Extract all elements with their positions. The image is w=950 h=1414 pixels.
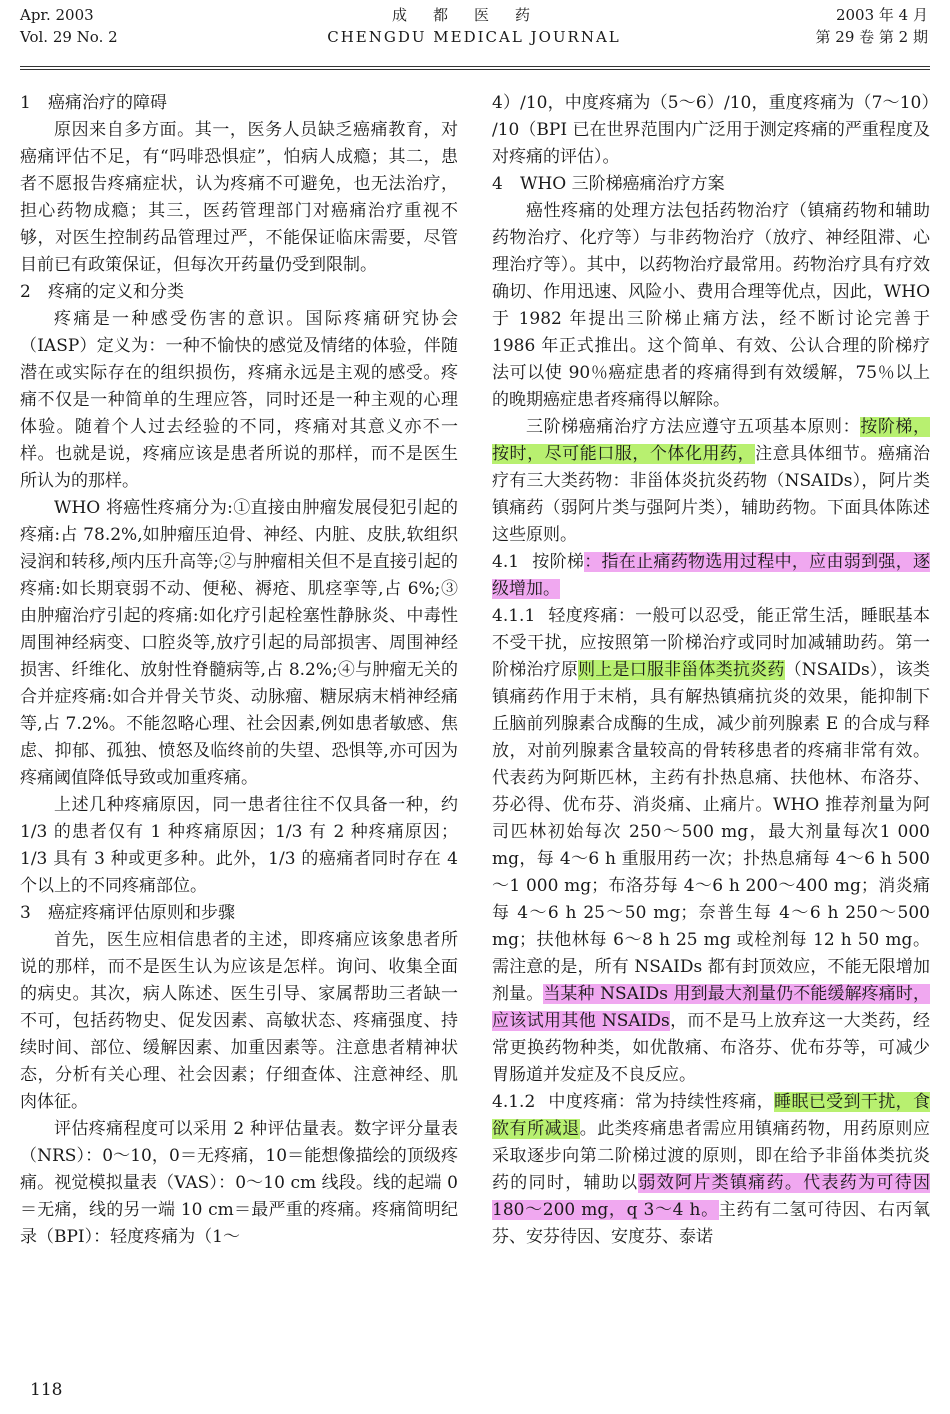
section-heading-1: 1 癌痛治疗的障碍: [20, 93, 167, 113]
highlight-green: 睡眠已受到干扰，食欲有所减退: [492, 1092, 931, 1139]
journal-title-en: CHENGDU MEDICAL JOURNAL: [327, 28, 621, 46]
paragraph: 疼痛是一种感受伤害的意识。国际疼痛研究协会（IASP）定义为：一种不愉快的感觉及情绪的体验，伴随潜在或实际存在的组织损伤，疼痛永远是主观的感受。疼痛不仅是一种简单的生理应答，同时还是一种主观的心理体验。随着个人过去经验的不同，疼痛对其意义亦不一样。也就是说，疼痛应该是患者所说的那样，而不是医生所认为的那样。: [20, 309, 458, 491]
paragraph: 评估疼痛程度可以采用 2 种评估量表。数字评分量表（NRS）：0～10，0＝无疼痛，10＝能想像描绘的顶级疼痛。视觉模拟量表（VAS）：0～10 cm 线段。线的起端 0＝无痛，线的另一端 10 cm＝最严重的疼痛。疼痛简明纪录（BPI）：轻度疼痛为（1～: [20, 1119, 458, 1247]
paragraph: 首先，医生应相信患者的主述，即疼痛应该象患者所说的那样，而不是医生认为应该是怎样。询问、收集全面的病史。其次，病人陈述、医生引导、家属帮助三者缺一不可，包括药物史、促发因素、高敏状态、疼痛强度、持续时间、部位、缓解因素、加重因素等。注意患者精神状态，分析有关心理、社会因素；仔细查体、注意神经、肌肉体征。: [20, 930, 458, 1112]
section-4-1-2: 4.1.2 中度疼痛：常为持续性疼痛，睡眠已受到干扰，食欲有所减退。此类疼痛患者需应用镇痛药物，用药原则应采取逐步向第二阶梯过渡的原则，即在给予非甾体类抗炎药的同时，辅助以弱效阿片类镇痛药。代表药为可待因 180～200 mg，q 3～4 h。主药有二氢可待因、右丙氧芬、安芬待因、安度芬、泰诺: [492, 1092, 931, 1247]
page-number: 118: [30, 1380, 63, 1400]
header-date-cn: 2003 年 4 月: [835, 6, 928, 24]
section-heading-2: 2 疼痛的定义和分类: [20, 282, 184, 302]
paragraph-principles: 三阶梯癌痛治疗方法应遵守五项基本原则：按阶梯，按时，尽可能口服，个体化用药，注意具体细节。癌痛治疗有三大类药物：非甾体炎抗炎药物（NSAIDs），阿片类镇痛药（弱阿片类与强阿片类），辅助药物。下面具体陈述这些原则。: [492, 417, 931, 545]
header-date-en: Apr. 2003: [20, 6, 94, 24]
paragraph: 原因来自多方面。其一，医务人员缺乏癌痛教育，对癌痛评估不足，有“吗啡恐惧症”，怕病人成瘾；其二，患者不愿报告疼痛症状，认为疼痛不可避免，也无法治疗，担心药物成瘾；其三，医药管理部门对癌痛治疗重视不够，对医生控制药品管理过严，不能保证临床需要，尽管目前已有政策保证，但每次开药量仍受到限制。: [20, 120, 458, 275]
left-column: [20, 90, 458, 1251]
highlight-pink: 弱效阿片类镇痛药。代表药为可待因 180～200 mg，q 3～4 h。: [492, 1173, 931, 1220]
header-volume-en: Vol. 29 No. 2: [20, 28, 118, 46]
paragraph-continued: 4）∕10，中度疼痛为（5～6）∕10，重度疼痛为（7～10）∕10（BPI 已在世界范围内广泛用于测定疼痛的严重程度及对疼痛的评估）。: [492, 93, 930, 167]
highlight-pink: ：指在止痛药物选用过程中，应由弱到强，逐级增加。: [492, 552, 931, 599]
right-column: [492, 90, 930, 1251]
header-rule-bottom: [20, 69, 930, 70]
section-4-1-1: 4.1.1 轻度疼痛：一般可以忍受，能正常生活，睡眠基本不受干扰，应按照第一阶梯治疗或同时加减辅助药。第一阶梯治疗原则上是口服非甾体类抗炎药（NSAIDs），该类镇痛药作用于末梢，具有解热镇痛抗炎的效果，能抑制下丘脑前列腺素合成酶的生成，减少前列腺素 E 的合成与释放，对前列腺素含量较高的骨转移患者的疼痛非常有效。代表药为阿斯匹林，主药有扑热息痛、扶他林、布洛芬、芬必得、优布芬、消炎痛、止痛片。WHO 推荐剂量为阿司匹林初始每次 250～500 mg，最大剂量每次1 000 mg，每 4～6 h 重服用药一次；扑热息痛每 4～6 h 500～1 000 mg；布洛芬每 4～6 h 200～400 mg；消炎痛每 4～6 h 25～50 mg；奈普生每 4～6 h 250～500 mg；扶他林每 6～8 h 25 mg 或栓剂每 12 h 50 mg。需注意的是，所有 NSAIDs 都有封顶效应，不能无限增加剂量。当某种 NSAIDs 用到最大剂量仍不能缓解疼痛时，应该试用其他 NSAIDs，而不是马上放弃这一大类药，经常更换药物种类，如优散痛、布洛芬、优布芬等，可减少胃肠道并发症及不良反应。: [492, 606, 931, 1085]
highlight-green: 则上是口服非甾体类抗炎药: [578, 660, 785, 680]
paragraph: 癌性疼痛的处理方法包括药物治疗（镇痛药物和辅助药物治疗、化疗等）与非药物治疗（放疗、神经阻滞、心理治疗等）。其中，以药物治疗最常用。药物治疗具有疗效确切、作用迅速、风险小、费用合理等优点，因此，WHO 于 1982 年提出三阶梯止痛方法，经不断讨论完善于 1986 年正式推出。这个简单、有效、公认合理的阶梯疗法可以使 90％癌症患者的疼痛得到有效缓解，75％以上的晚期癌症患者疼痛得以解除。: [492, 201, 930, 410]
header-rule-top: [20, 66, 930, 67]
section-heading-4: 4 WHO 三阶梯癌痛治疗方案: [492, 174, 725, 194]
header-volume-cn: 第 29 卷 第 2 期: [815, 28, 928, 46]
highlight-green: 按阶梯，按时，尽可能口服，个体化用药，: [492, 417, 931, 464]
paragraph: 上述几种疼痛原因，同一患者往往不仅具备一种，约 1/3 的患者仅有 1 种疼痛原因；1/3 有 2 种疼痛原因；1/3 具有 3 种或更多种。此外，1/3 的癌痛者同时存在 4 个以上的不同疼痛部位。: [20, 795, 458, 896]
section-heading-4-1: 4.1 按阶梯：指在止痛药物选用过程中，应由弱到强，逐级增加。: [492, 552, 931, 599]
highlight-pink: 当某种 NSAIDs 用到最大剂量仍不能缓解疼痛时，应该试用其他 NSAIDs: [492, 984, 930, 1031]
journal-title-cn: 成都医药: [391, 6, 556, 24]
section-heading-3: 3 癌症疼痛评估原则和步骤: [20, 903, 235, 923]
paragraph: WHO 将癌性疼痛分为:①直接由肿瘤发展侵犯引起的疼痛:占 78.2%,如肿瘤压迫骨、神经、内脏、皮肤,软组织浸润和转移,颅内压升高等;②与肿瘤相关但不是直接引起的疼痛:如长期衰弱不动、便秘、褥疮、肌痉挛等,占 6%;③由肿瘤治疗引起的疼痛:如化疗引起栓塞性静脉炎、中毒性周围神经病变、口腔炎等,放疗引起的局部损害、周围神经损害、纤维化、放射性脊髓病等,占 8.2%;④与肿瘤无关的合并症疼痛:如合并骨关节炎、动脉瘤、糖尿病末梢神经痛等,占 7.2%。不能忽略心理、社会因素,例如患者敏感、焦虑、抑郁、孤独、愤怒及临终前的失望、恐惧等,亦可因为疼痛阈值降低导致或加重疼痛。: [20, 498, 458, 788]
running-header: [20, 4, 928, 68]
